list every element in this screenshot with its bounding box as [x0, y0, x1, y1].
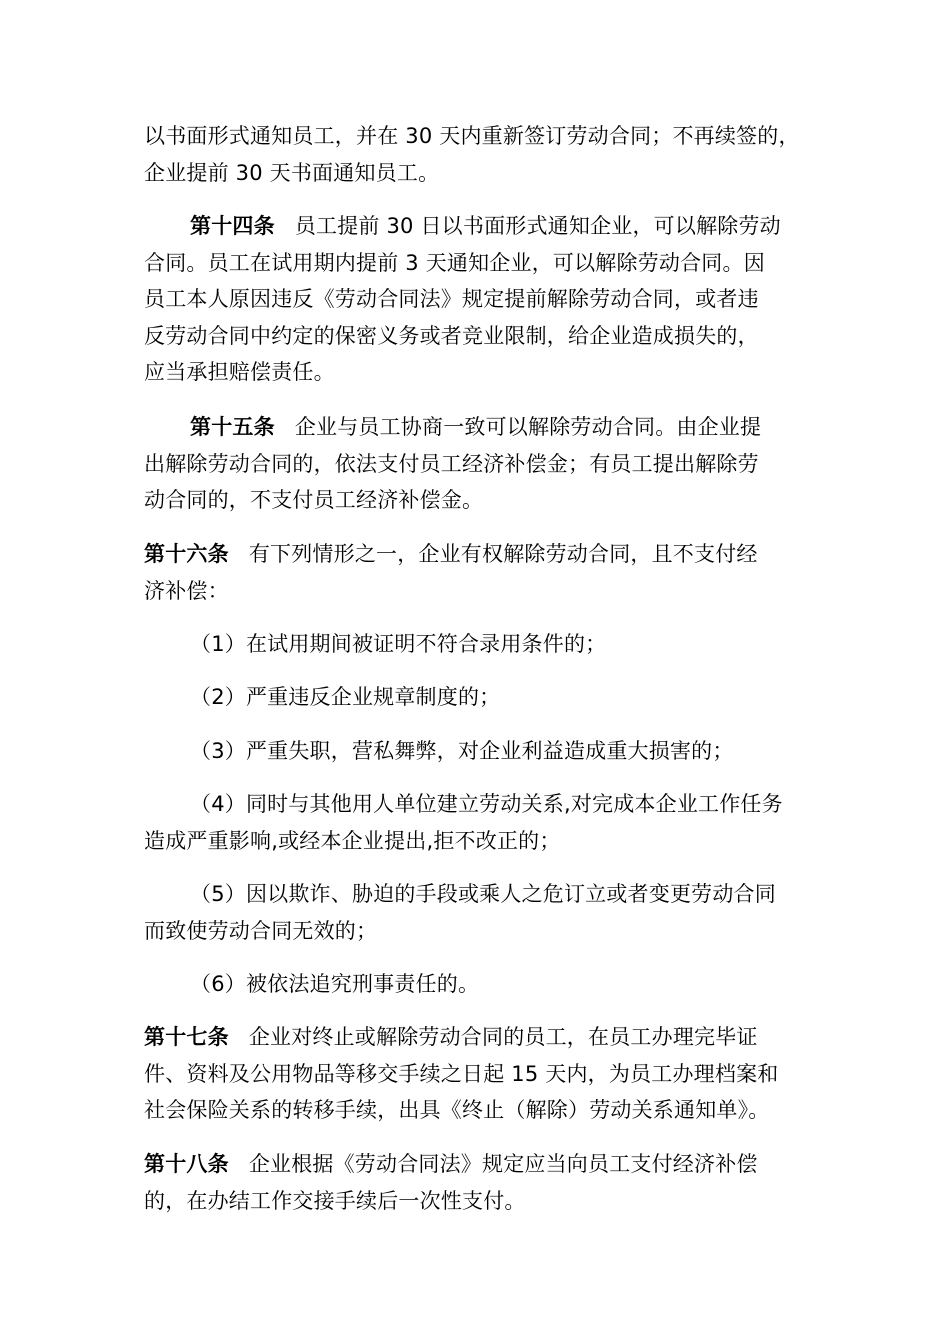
- article-14: [144, 208, 814, 391]
- text-line: 有下列情形之一，企业有权解除劳动合同，且不支付经: [248, 542, 758, 566]
- article-heading: 第十八条: [144, 1152, 229, 1176]
- text-line: 造成严重影响,或经本企业提出,拒不改正的；: [144, 828, 561, 853]
- text-line: （2）严重违反企业规章制度的；: [190, 685, 501, 709]
- text-line: 合同。员工在试用期内提前 3 天通知企业，可以解除劳动合同。因: [144, 250, 765, 275]
- article-heading: 第十六条: [144, 542, 229, 566]
- text-line: 件、资料及公用物品等移交手续之日起 15 天内，为员工办理档案和: [144, 1061, 779, 1086]
- article-heading: 第十七条: [144, 1025, 229, 1049]
- text-line: 动合同的，不支付员工经济补偿金。: [144, 488, 484, 512]
- text-line: 员工提前 30 日以书面形式通知企业，可以解除劳动: [294, 214, 781, 238]
- article-heading: 第十四条: [190, 214, 275, 238]
- text-line: （1）在试用期间被证明不符合录用条件的；: [190, 632, 607, 656]
- article-heading: 第十五条: [190, 415, 275, 439]
- text-line: 企业根据《劳动合同法》规定应当向员工支付经济补偿: [248, 1152, 758, 1176]
- text-line: 济补偿：: [144, 578, 229, 603]
- text-line: 企业对终止或解除劳动合同的员工，在员工办理完毕证: [248, 1025, 758, 1049]
- list-item: [144, 966, 814, 1003]
- list-item: [144, 679, 814, 716]
- article-18: [144, 1146, 814, 1219]
- text-line: 企业提前 30 天书面通知员工。: [144, 160, 440, 185]
- article-15: [144, 409, 814, 519]
- text-line: （4）同时与其他用人单位建立劳动关系,对完成本企业工作任务: [190, 792, 783, 816]
- article-17: [144, 1019, 814, 1129]
- text-line: 应当承担赔偿责任。: [144, 360, 335, 384]
- text-line: 员工本人原因违反《劳动合同法》规定提前解除劳动合同，或者违: [144, 287, 759, 311]
- text-line: 以书面形式通知员工，并在 30 天内重新签订劳动合同；不再续签的，: [144, 124, 800, 148]
- text-line: 而致使劳动合同无效的；: [144, 918, 378, 943]
- paragraph-continuation: [144, 118, 814, 191]
- text-line: （5）因以欺诈、胁迫的手段或乘人之危订立或者变更劳动合同: [190, 882, 776, 906]
- text-line: 反劳动合同中约定的保密义务或者竞业限制，给企业造成损失的，: [144, 323, 759, 348]
- text-line: 出解除劳动合同的，依法支付员工经济补偿金；有员工提出解除劳: [144, 451, 759, 476]
- text-line: （6）被依法追究刑事责任的。: [190, 972, 480, 996]
- list-item: [144, 876, 814, 949]
- article-16: [144, 536, 814, 609]
- list-item: [144, 733, 814, 770]
- text-line: 的，在办结工作交接手续后一次性支付。: [144, 1188, 526, 1213]
- list-item: [144, 626, 814, 663]
- text-line: 企业与员工协商一致可以解除劳动合同。由企业提: [294, 415, 762, 439]
- text-line: （3）严重失职，营私舞弊，对企业利益造成重大损害的；: [190, 739, 734, 763]
- text-line: 社会保险关系的转移手续，出具《终止（解除）劳动关系通知单》。: [144, 1098, 770, 1122]
- list-item: [144, 786, 814, 859]
